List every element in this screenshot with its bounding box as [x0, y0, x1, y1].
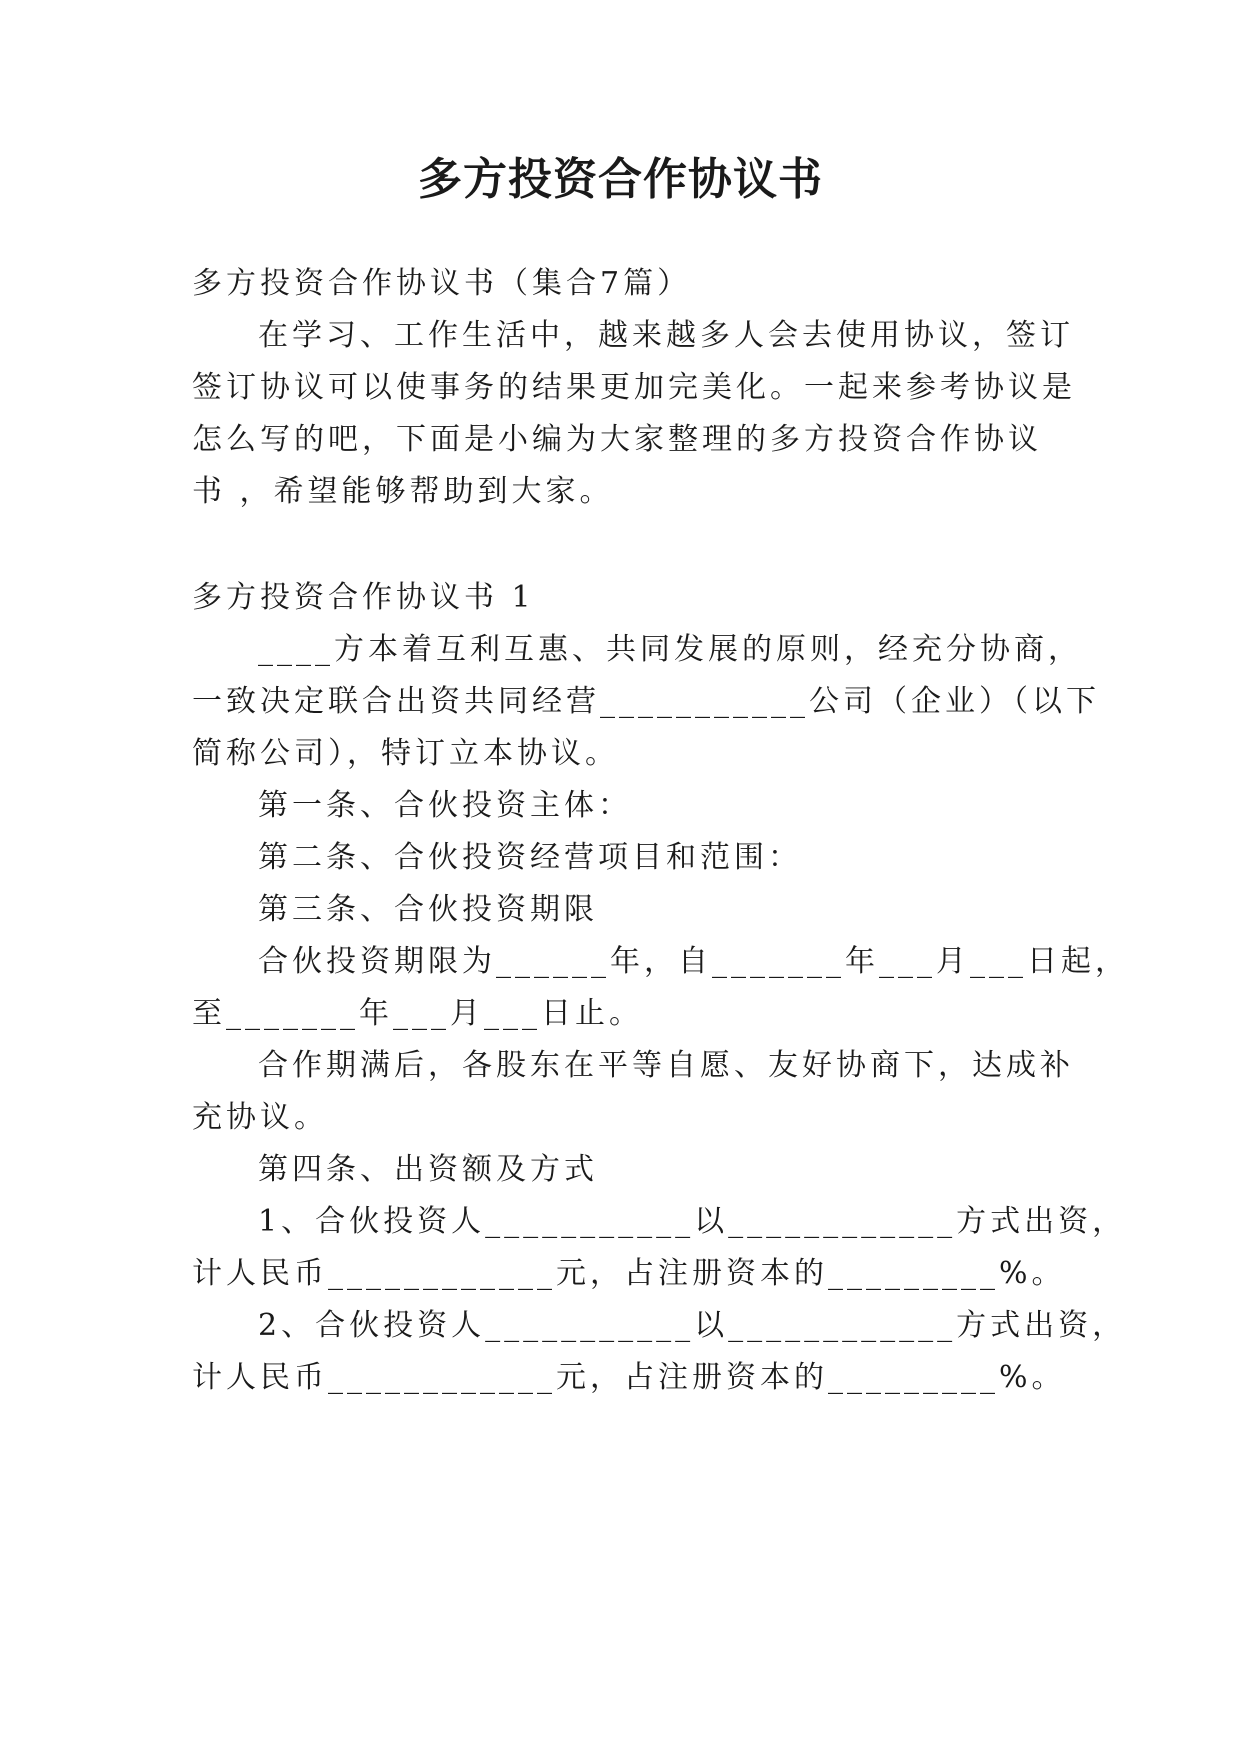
investor-1-line-2: 计人民币____________元，占注册资本的_________%。 [192, 1256, 1066, 1291]
expiry-line-2: 充协议。 [192, 1100, 328, 1135]
preamble-line-2: 一致决定联合出资共同经营___________公司（企业）（以下 [192, 684, 1100, 719]
intro-paragraph-line-1: 在学习、工作生活中，越来越多人会去使用协议，签订 [258, 318, 1074, 353]
article-3-heading: 第三条、合伙投资期限 [258, 892, 598, 927]
intro-paragraph-line-3: 怎么写的吧，下面是小编为大家整理的多方投资合作协议 [192, 422, 1042, 457]
investor-2-line-1: 2、合伙投资人___________以____________方式出资， [258, 1308, 1127, 1343]
investor-1-line-1: 1、合伙投资人___________以____________方式出资， [258, 1204, 1127, 1239]
preamble-line-1: ____方本着互利互惠、共同发展的原则，经充分协商， [258, 632, 1082, 667]
expiry-line-1: 合作期满后，各股东在平等自愿、友好协商下，达成补 [258, 1048, 1074, 1083]
intro-paragraph-line-4: 书 ，希望能够帮助到大家。 [192, 474, 614, 509]
collection-subtitle: 多方投资合作协议书（集合7篇） [192, 266, 692, 301]
article-4-heading: 第四条、出资额及方式 [258, 1152, 598, 1187]
term-line-2: 至_______年___月___日止。 [192, 996, 643, 1031]
term-line-1: 合伙投资期限为______年，自_______年___月___日起， [258, 944, 1129, 979]
section-heading-1: 多方投资合作协议书 1 [192, 580, 535, 615]
document-title: 多方投资合作协议书 [418, 154, 823, 205]
article-2-heading: 第二条、合伙投资经营项目和范围： [258, 840, 802, 875]
article-1-heading: 第一条、合伙投资主体： [258, 788, 632, 823]
investor-2-line-2: 计人民币____________元，占注册资本的_________%。 [192, 1360, 1066, 1395]
preamble-line-3: 简称公司），特订立本协议。 [192, 736, 619, 771]
intro-paragraph-line-2: 签订协议可以使事务的结果更加完美化。一起来参考协议是 [192, 370, 1076, 405]
